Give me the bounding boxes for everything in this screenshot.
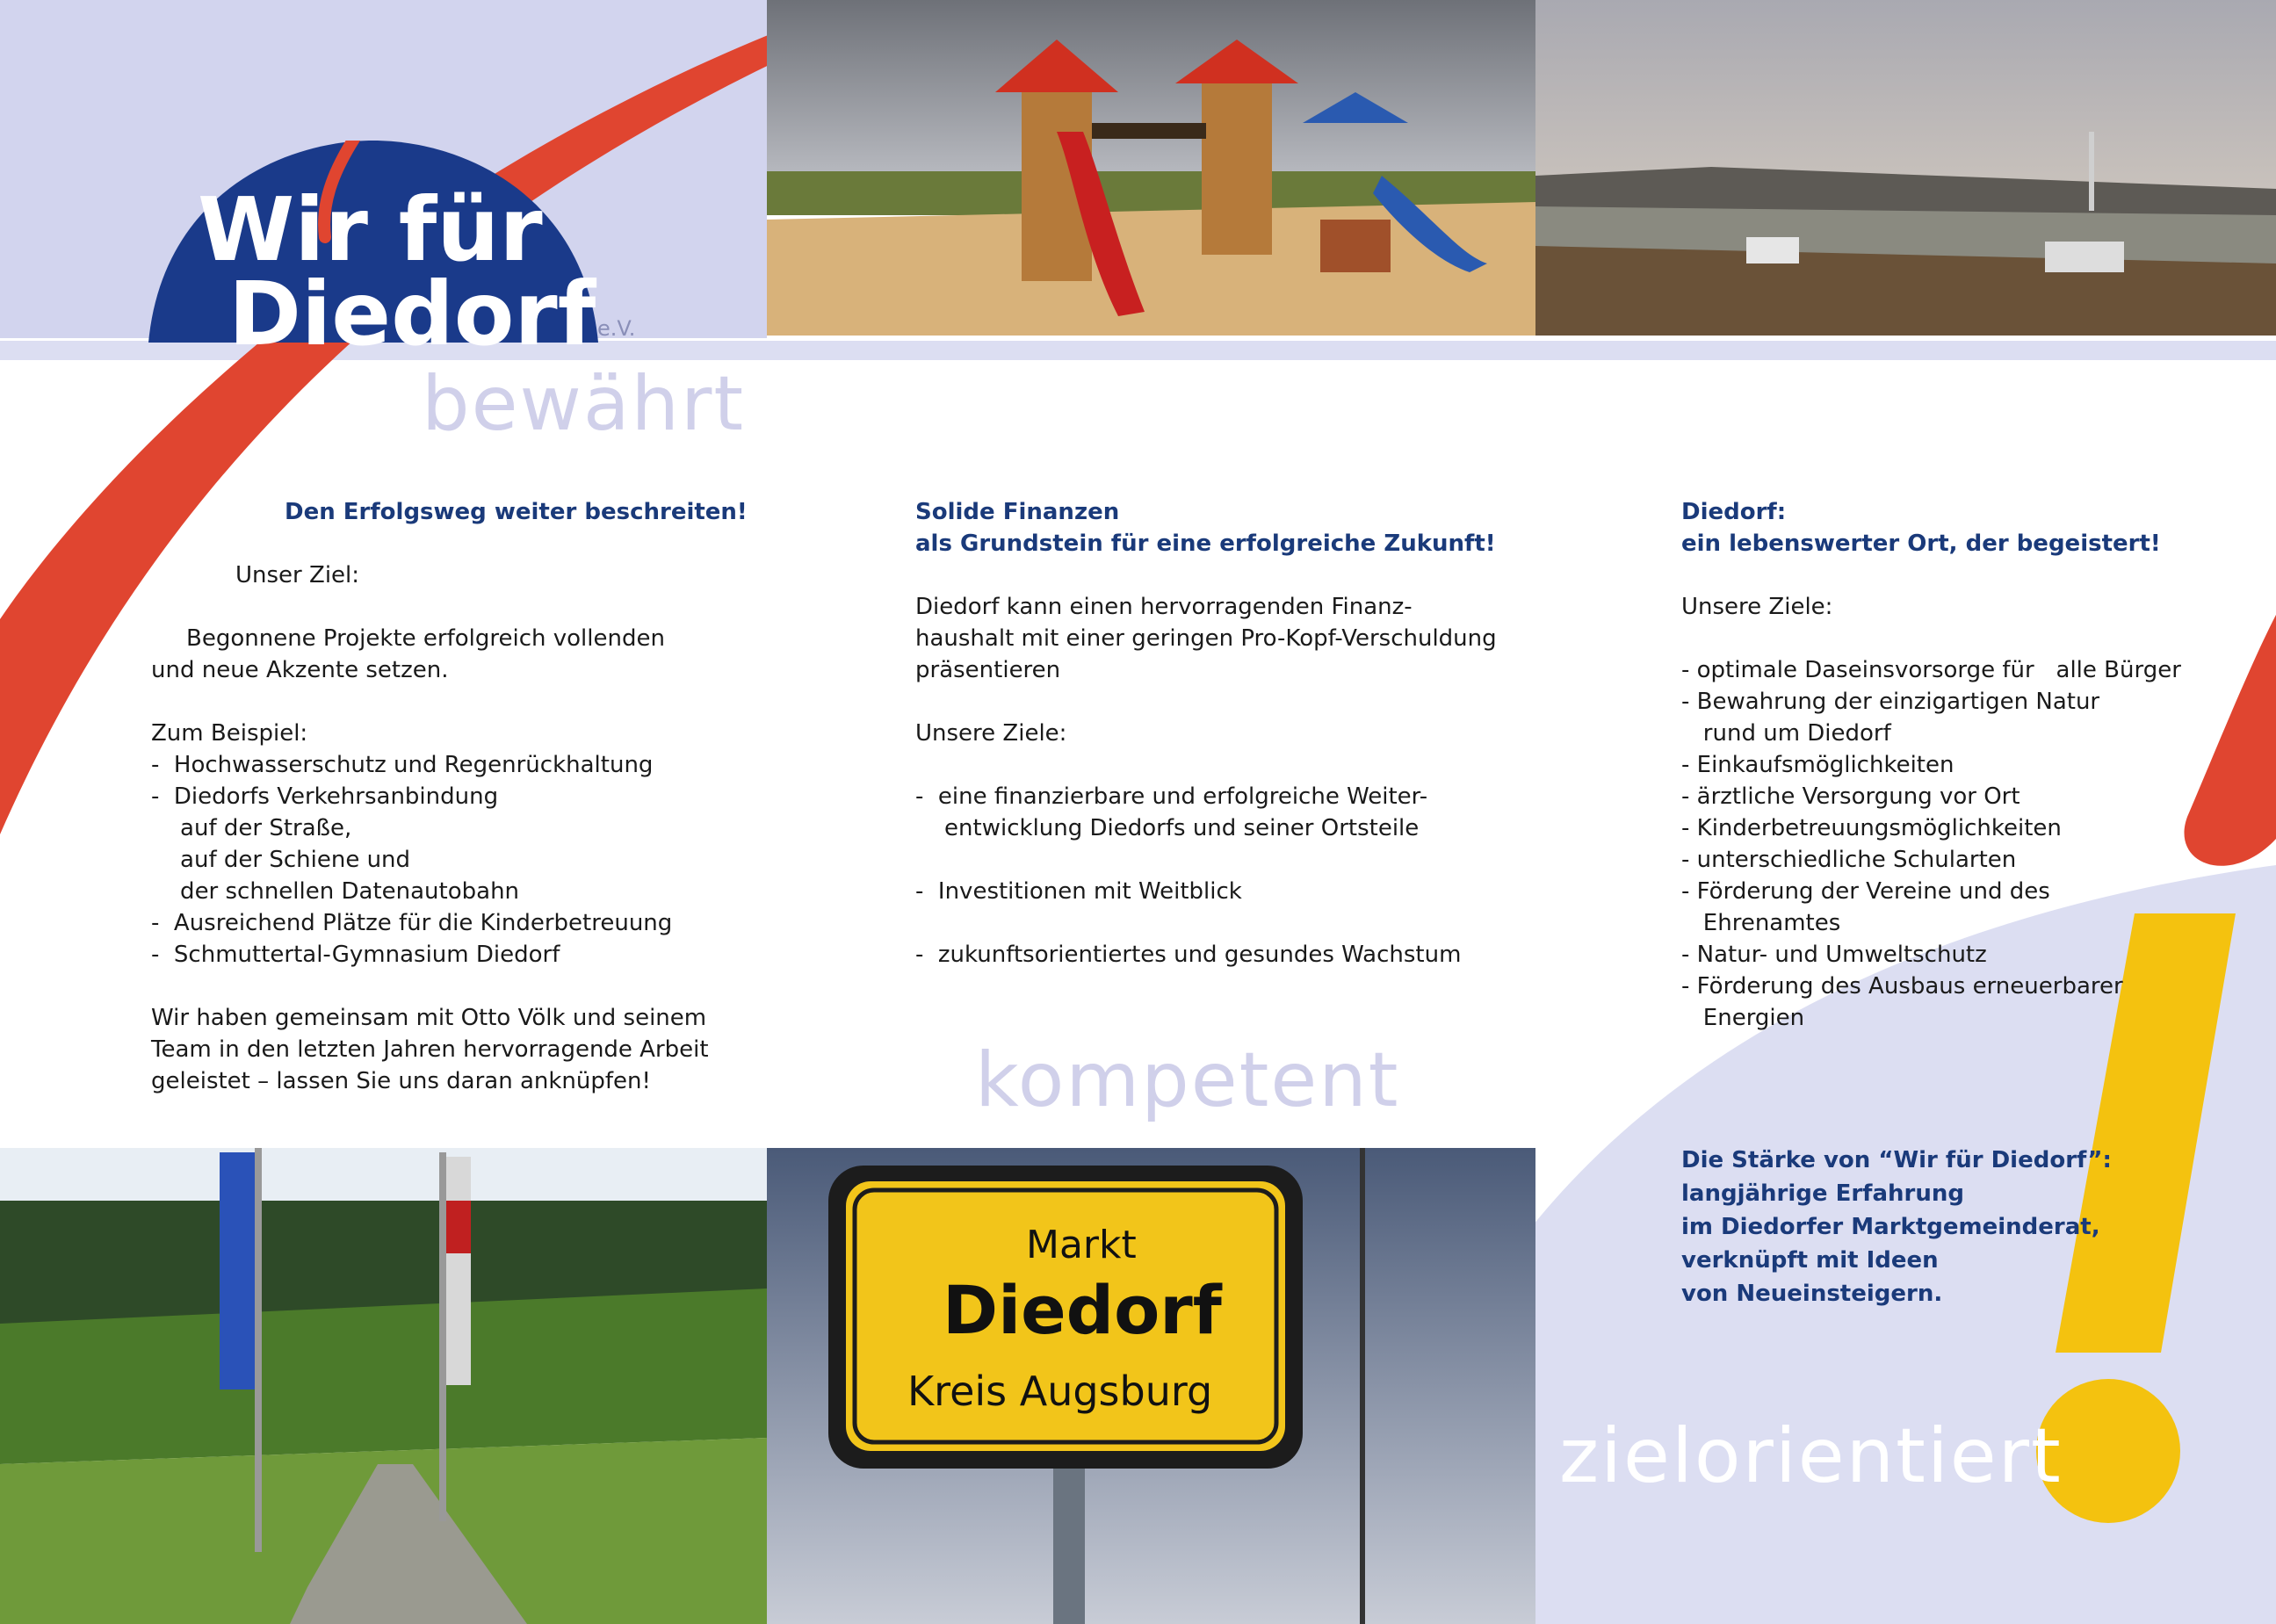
column-erfolgsweg (151, 496, 748, 1097)
strength-statement (1681, 1144, 2112, 1310)
col1-closing-line1: Wir haben gemeinsam mit Otto Völk und seinem (151, 1005, 707, 1031)
col2-intro-line2: haushalt mit einer geringen Pro-Kopf-Verschuldung (915, 625, 1497, 652)
photo-village-panorama (1535, 0, 2276, 336)
col3-item: - Förderung der Vereine und des (1681, 878, 2050, 905)
logo-text-line1: Wir für (198, 178, 543, 281)
col3-heading-line2: ein lebenswerter Ort, der begeistert! (1681, 531, 2161, 557)
sign-line3: Kreis Augsburg (907, 1368, 1213, 1415)
col3-item: Ehrenamtes (1681, 910, 1841, 936)
col1-goal-line1: Begonnene Projekte erfolgreich vollenden (186, 625, 665, 652)
col3-item: - optimale Daseinsvorsorge für alle Bürger (1681, 657, 2181, 683)
col1-item: auf der Straße, (151, 815, 352, 841)
col1-item: - Ausreichend Plätze für die Kinderbetreuung (151, 910, 673, 936)
col3-item: - Natur- und Umweltschutz (1681, 942, 1987, 968)
col3-heading-line1: Diedorf: (1681, 499, 1787, 525)
col1-item: - Hochwasserschutz und Regenrückhaltung (151, 752, 654, 778)
column-finanzen (915, 496, 1497, 971)
col1-item: - Diedorfs Verkehrsanbindung (151, 783, 499, 810)
word-bewaehrt: bewährt (422, 360, 746, 448)
photo-town-sign (767, 1148, 1535, 1624)
strength-line: verknüpft mit Ideen (1681, 1247, 1939, 1274)
word-kompetent: kompetent (975, 1036, 1400, 1124)
photo-dam-flags (0, 1148, 767, 1624)
col3-item: - ärztliche Versorgung vor Ort (1681, 783, 2020, 810)
col2-goals-label: Unsere Ziele: (915, 720, 1067, 747)
col3-goals-label: Unsere Ziele: (1681, 594, 1833, 620)
col2-goal3: - zukunftsorientiertes und gesundes Wachstum (915, 942, 1462, 968)
col1-goal-label: Unser Ziel: (235, 562, 360, 588)
col3-item: Energien (1681, 1005, 1805, 1031)
col2-goal2: - Investitionen mit Weitblick (915, 878, 1242, 905)
strength-line: im Diedorfer Marktgemeinderat, (1681, 1214, 2100, 1240)
col1-item: - Schmuttertal-Gymnasium Diedorf (151, 942, 560, 968)
photo-playground (767, 0, 1535, 336)
col1-goal-line2: und neue Akzente setzen. (151, 657, 449, 683)
logo-text-line2: Diedorf (228, 263, 596, 365)
strength-line: von Neueinsteigern. (1681, 1281, 1943, 1307)
col3-item: - unterschiedliche Schularten (1681, 847, 2017, 873)
col1-closing-line2: Team in den letzten Jahren hervorragende Arbeit (151, 1036, 709, 1063)
col1-closing-line3: geleistet – lassen Sie uns daran anknüpfen! (151, 1068, 651, 1094)
column-lebenswert (1681, 496, 2181, 1034)
strength-line: langjährige Erfahrung (1681, 1180, 1964, 1207)
col2-heading-line1: Solide Finanzen (915, 499, 1120, 525)
col2-goal1-line1: - eine finanzierbare und erfolgreiche Weiter- (915, 783, 1428, 810)
col2-intro-line1: Diedorf kann einen hervorragenden Finanz- (915, 594, 1413, 620)
col3-item: - Kinderbetreuungsmöglichkeiten (1681, 815, 2062, 841)
sign-line1: Markt (1026, 1223, 1137, 1267)
strength-line: Die Stärke von “Wir für Diedorf”: (1681, 1147, 2112, 1173)
sign-line2: Diedorf (943, 1271, 1222, 1349)
col3-item: rund um Diedorf (1681, 720, 1891, 747)
logo-ev: e.V. (597, 316, 636, 341)
col3-item: - Förderung des Ausbaus erneuerbarer (1681, 973, 2123, 1000)
col1-example-label: Zum Beispiel: (151, 720, 308, 747)
col2-goal1-line2: entwicklung Diedorfs und seiner Ortsteile (915, 815, 1420, 841)
col1-heading: Den Erfolgsweg weiter beschreiten! (285, 499, 748, 525)
logo (145, 141, 602, 365)
col3-item: - Bewahrung der einzigartigen Natur (1681, 689, 2100, 715)
col3-item: - Einkaufsmöglichkeiten (1681, 752, 1954, 778)
col1-item: auf der Schiene und (151, 847, 411, 873)
col2-heading-line2: als Grundstein für eine erfolgreiche Zukunft! (915, 531, 1496, 557)
word-zielorientiert: zielorientiert (1559, 1412, 2063, 1500)
col2-intro-line3: präsentieren (915, 657, 1061, 683)
col1-item: der schnellen Datenautobahn (151, 878, 520, 905)
